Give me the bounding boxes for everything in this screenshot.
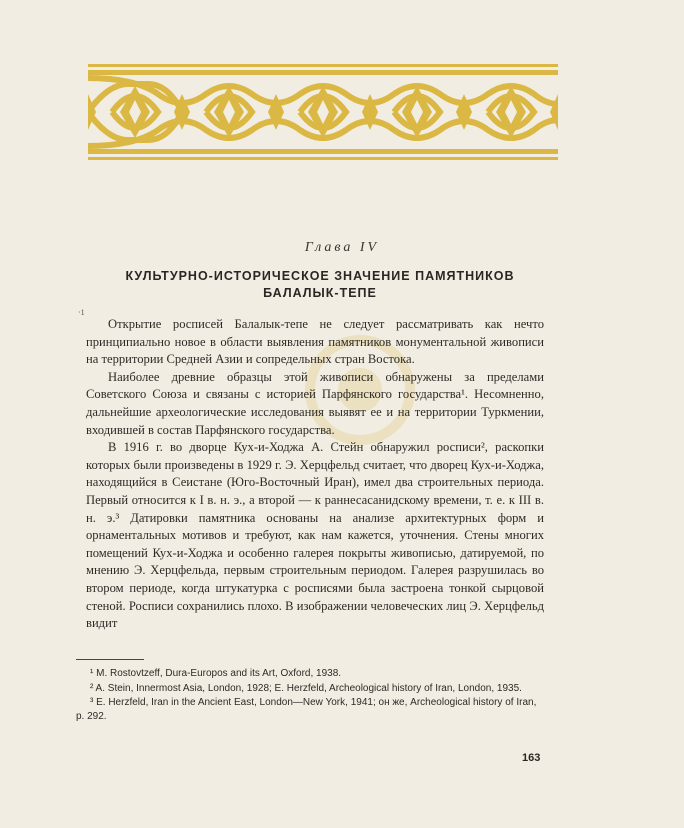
chapter-title: [90, 268, 550, 302]
footnote: ¹ M. Rostovtzeff, Dura-Europos and its Art, Oxford, 1938.: [90, 668, 342, 679]
chapter-title-line-1: КУЛЬТУРНО-ИСТОРИЧЕСКОЕ ЗНАЧЕНИЕ ПАМЯТНИКОВ: [125, 269, 515, 283]
chapter-number: Глава IV: [304, 240, 380, 255]
paragraph: Открытие росписей Балалык-тепе не следует рассматривать как нечто принципиально новое в области выявления памятников монументальной живописи на территории Средней Азии и сопредельных стран Востока.: [86, 317, 544, 367]
page-number: 163: [522, 752, 541, 764]
chapter-title-line-2: БАЛАЛЫК-ТЕПЕ: [263, 286, 377, 300]
footnote-divider: [76, 659, 144, 660]
footnotes: [76, 667, 544, 724]
paragraph: В 1916 г. во дворце Кух-и-Ходжа А. Стейн обнаружил росписи², раскопки которых были произведены в 1929 г. Э. Херцфельд считает, что дворец Кух-и-Ходжа, находящийся в Сеистане (Юго-Восточный Иран), имел два строительных периода. Первый относится к I в. н. э., а второй — к раннесасанидскому времени, т. е. к III в. н. э.³ Датировки памятника основаны на анализе архитектурных форм и орнаментальных мотивов и требуют, как нам кажется, уточнения. Стены многих помещений Кух-и-Ходжа и особенно галерея покрыты живописью, датируемой, по мнению Э. Херцфельда, первым строительным периодом. Галерея разрушилась во втором периоде, когда штукатурка с росписями была застроена тонкой сырцовой стеной. Росписи сохранились плохо. В изображении человеческих лиц Э. Херцфельд видит: [86, 440, 544, 631]
body-text: [86, 316, 544, 633]
decorative-ornament-band: [88, 64, 558, 160]
footnote: ² A. Stein, Innermost Asia, London, 1928; E. Herzfeld, Archeological history of Iran, London, 1935.: [90, 682, 522, 694]
paragraph: Наиболее древние образцы этой живописи обнаружены за пределами Советского Союза и связаны с историей Парфянского государства¹. Несомненно, дальнейшие археологические исследования выявят ее и на территории Туркмении, входившей в состав Парфянского государства.: [86, 369, 544, 437]
footnote: ³ E. Herzfeld, Iran in the Ancient East, London—New York, 1941; он же, Archeological history of Iran, p. 292.: [76, 697, 537, 722]
margin-mark: ·1: [78, 308, 85, 317]
